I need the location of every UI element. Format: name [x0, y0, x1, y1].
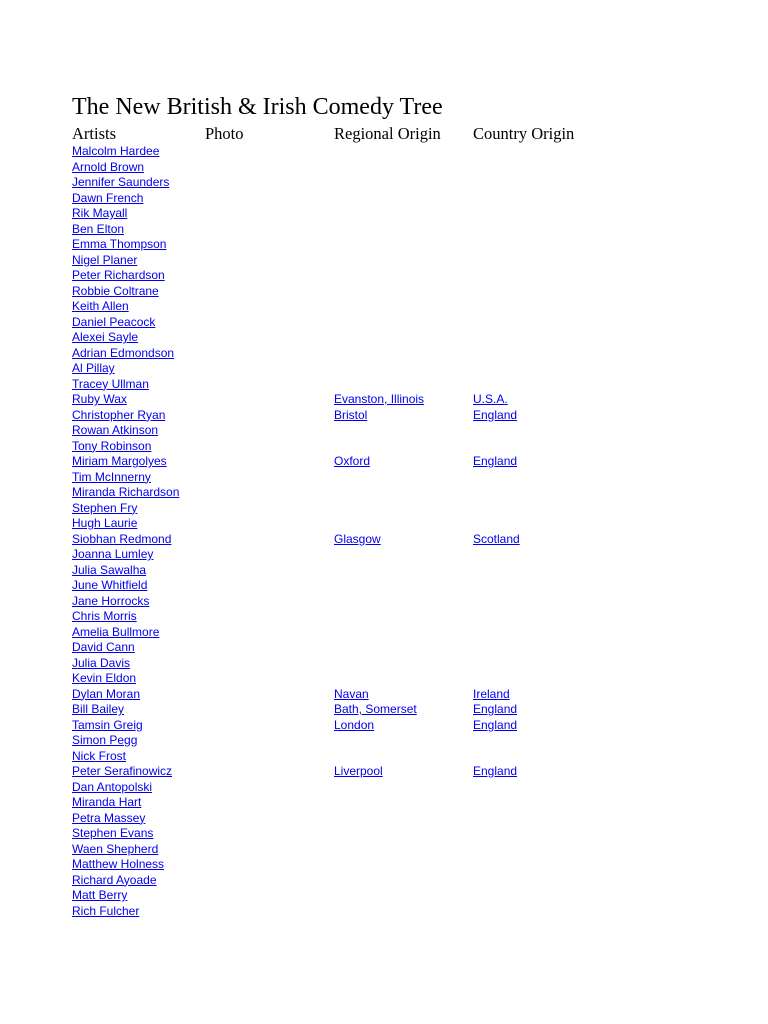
table-row	[0, 160, 768, 176]
table-row	[0, 532, 768, 548]
table-row	[0, 687, 768, 703]
regional-origin-link[interactable]: London	[334, 717, 375, 732]
table-row	[0, 454, 768, 470]
column-header-photo: Photo	[205, 124, 244, 143]
table-row	[0, 625, 768, 641]
artist-link[interactable]: Tim McInnerny	[72, 469, 151, 484]
artist-link[interactable]: Richard Ayoade	[72, 872, 157, 887]
artist-table-body	[0, 144, 768, 919]
table-row	[0, 888, 768, 904]
artist-link[interactable]: Miriam Margolyes	[72, 454, 167, 468]
table-row	[0, 392, 768, 408]
table-row	[0, 547, 768, 563]
table-row	[0, 485, 768, 501]
artist-link[interactable]: Julia Sawalha	[72, 562, 147, 577]
artist-link[interactable]: Miranda Hart	[72, 795, 142, 809]
table-row	[0, 346, 768, 362]
table-row	[0, 702, 768, 718]
table-row	[0, 361, 768, 377]
table-row	[0, 857, 768, 873]
table-row	[0, 671, 768, 687]
artist-link[interactable]: Julia Davis	[72, 655, 131, 670]
table-row	[0, 284, 768, 300]
artist-link[interactable]: Rowan Atkinson	[72, 423, 159, 437]
artist-link[interactable]: Amelia Bullmore	[72, 624, 160, 639]
table-row	[0, 423, 768, 439]
artist-link[interactable]: Tamsin Greig	[72, 717, 143, 732]
artist-link[interactable]: Dawn French	[72, 190, 144, 205]
artist-link[interactable]: Al Pillay	[72, 361, 115, 375]
table-row	[0, 733, 768, 749]
artist-link[interactable]: Daniel Peacock	[72, 314, 156, 329]
country-origin-link[interactable]: Ireland	[473, 686, 510, 701]
regional-origin-link[interactable]: Liverpool	[334, 764, 383, 778]
table-header	[0, 123, 768, 145]
country-origin-link[interactable]: Scotland	[473, 531, 520, 546]
artist-link[interactable]: Jennifer Saunders	[72, 175, 170, 189]
country-origin-link[interactable]: England	[473, 717, 518, 732]
artist-link[interactable]: Ben Elton	[72, 221, 125, 236]
country-origin-link[interactable]: England	[473, 407, 518, 422]
table-row	[0, 501, 768, 517]
country-origin-link[interactable]: England	[473, 454, 518, 468]
artist-link[interactable]: Nick Frost	[72, 748, 126, 763]
table-row	[0, 795, 768, 811]
artist-link[interactable]: Siobhan Redmond	[72, 531, 172, 546]
artist-link[interactable]: Waen Shepherd	[72, 841, 159, 856]
artist-link[interactable]: Alexei Sayle	[72, 330, 139, 344]
table-row	[0, 904, 768, 920]
table-row	[0, 206, 768, 222]
artist-link[interactable]: Malcolm Hardee	[72, 144, 160, 158]
table-row	[0, 191, 768, 207]
artist-link[interactable]: Dan Antopolski	[72, 779, 153, 794]
country-origin-link[interactable]: England	[473, 702, 518, 716]
artist-link[interactable]: Arnold Brown	[72, 159, 145, 174]
table-row	[0, 640, 768, 656]
artist-link[interactable]: Dylan Moran	[72, 686, 141, 701]
table-row	[0, 656, 768, 672]
table-row	[0, 330, 768, 346]
artist-link[interactable]: Petra Massey	[72, 810, 146, 825]
artist-link[interactable]: Tony Robinson	[72, 438, 152, 453]
artist-link[interactable]: Rich Fulcher	[72, 903, 140, 918]
table-row	[0, 175, 768, 191]
table-row	[0, 764, 768, 780]
table-row	[0, 826, 768, 842]
artist-link[interactable]: Matthew Holness	[72, 857, 165, 871]
table-row	[0, 408, 768, 424]
table-row	[0, 563, 768, 579]
regional-origin-link[interactable]: Navan	[334, 686, 369, 701]
artist-link[interactable]: Keith Allen	[72, 299, 129, 313]
table-row	[0, 780, 768, 796]
country-origin-link[interactable]: England	[473, 764, 518, 778]
table-row	[0, 594, 768, 610]
regional-origin-link[interactable]: Oxford	[334, 454, 371, 468]
table-row	[0, 516, 768, 532]
table-row	[0, 718, 768, 734]
artist-link[interactable]: Jane Horrocks	[72, 593, 150, 608]
artist-link[interactable]: Peter Richardson	[72, 268, 165, 282]
column-header-country-origin: Country Origin	[473, 124, 575, 143]
artist-link[interactable]: Emma Thompson	[72, 237, 167, 251]
page-title: The New British & Irish Comedy Tree	[72, 94, 443, 120]
artist-link[interactable]: Simon Pegg	[72, 733, 138, 747]
regional-origin-link[interactable]: Evanston, Illinois	[334, 392, 425, 406]
table-row	[0, 268, 768, 284]
artist-link[interactable]: Ruby Wax	[72, 392, 127, 406]
artist-link[interactable]: Adrian Edmondson	[72, 345, 175, 360]
column-header-regional-origin: Regional Origin	[334, 124, 441, 143]
country-origin-link[interactable]: U.S.A.	[473, 392, 508, 406]
table-row	[0, 749, 768, 765]
artist-link[interactable]: Kevin Eldon	[72, 671, 137, 685]
table-row	[0, 578, 768, 594]
table-row	[0, 842, 768, 858]
table-row	[0, 237, 768, 253]
table-row	[0, 299, 768, 315]
artist-link[interactable]: Chris Morris	[72, 609, 137, 623]
artist-link[interactable]: Hugh Laurie	[72, 516, 138, 530]
table-row	[0, 811, 768, 827]
artist-link[interactable]: Miranda Richardson	[72, 485, 180, 499]
artist-link[interactable]: David Cann	[72, 640, 135, 654]
artist-link[interactable]: Robbie Coltrane	[72, 283, 159, 298]
regional-origin-link[interactable]: Glasgow	[334, 531, 381, 546]
artist-link[interactable]: Joanna Lumley	[72, 547, 154, 561]
table-row	[0, 315, 768, 331]
table-row	[0, 470, 768, 486]
table-row	[0, 439, 768, 455]
artist-link[interactable]: Bill Bailey	[72, 702, 125, 716]
artist-link[interactable]: Peter Serafinowicz	[72, 764, 173, 778]
table-row	[0, 377, 768, 393]
artist-link[interactable]: June Whitfield	[72, 578, 148, 592]
table-row	[0, 609, 768, 625]
regional-origin-link[interactable]: Bristol	[334, 407, 368, 422]
table-row	[0, 253, 768, 269]
table-row	[0, 873, 768, 889]
table-row	[0, 222, 768, 238]
artist-link[interactable]: Stephen Evans	[72, 826, 154, 840]
regional-origin-link[interactable]: Bath, Somerset	[334, 702, 417, 716]
table-row	[0, 144, 768, 160]
column-header-artists: Artists	[72, 124, 117, 143]
artist-link[interactable]: Tracey Ullman	[72, 376, 149, 391]
artist-link[interactable]: Nigel Planer	[72, 252, 138, 267]
artist-link[interactable]: Matt Berry	[72, 888, 128, 902]
artist-link[interactable]: Christopher Ryan	[72, 407, 166, 422]
artist-link[interactable]: Rik Mayall	[72, 206, 128, 220]
artist-link[interactable]: Stephen Fry	[72, 500, 138, 515]
